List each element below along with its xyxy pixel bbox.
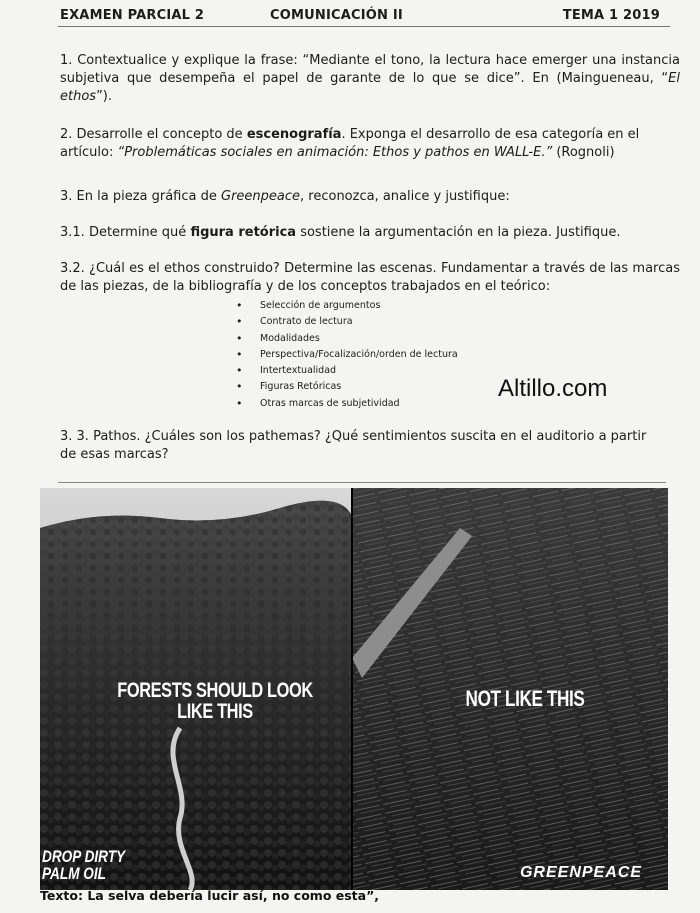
header-divider <box>58 26 670 27</box>
ad-caption: Texto: La selva debería lucir así, no como esta”, <box>40 888 380 903</box>
question-1-end: ”). <box>96 89 113 104</box>
ad-left-headline: FORESTS SHOULD LOOK LIKE THIS <box>117 679 313 723</box>
watermark: Altillo.com <box>498 375 608 402</box>
section-divider <box>58 482 666 483</box>
question-3 <box>60 188 680 206</box>
ad-slogan-line-1: DROP DIRTY <box>42 847 126 866</box>
question-3-3: 3. 3. Pathos. ¿Cuáles son los pathemas? ¿Qué sentimientos suscita en el auditorio a partir de esas marcas? <box>60 429 647 462</box>
course-name: COMUNICACIÓN II <box>270 8 403 23</box>
list-item: • Figuras Retóricas <box>236 379 458 395</box>
question-3-pre: 3. En la pieza gráfica de <box>60 189 221 204</box>
question-2-end: (Rognoli) <box>552 145 615 160</box>
exam-version-year: TEMA 1 2019 <box>562 8 660 23</box>
question-2-pre: 2. Desarrolle el concepto de <box>60 127 247 142</box>
ad-slogan <box>42 848 125 882</box>
greenpeace-ad-image <box>40 488 668 890</box>
question-2-article-title: “Problemáticas sociales en animación: Ethos y pathos en WALL-E.” <box>117 145 553 160</box>
question-2-keyword: escenografía <box>246 127 342 142</box>
question-3-2: 3.2. ¿Cuál es el ethos construido? Determine las escenas. Fundamentar a través de las marcas de las piezas, de la bibliografía y de los conceptos trabajados en el teórico: <box>60 261 680 294</box>
question-1-source-title: El ethos <box>60 71 680 104</box>
criteria-list <box>236 298 458 412</box>
list-item: • Selección de argumentos <box>236 298 458 314</box>
question-2 <box>60 126 680 162</box>
question-1 <box>60 52 680 106</box>
ad-right-headline: NOT LIKE THIS <box>465 686 585 711</box>
list-item: • Modalidades <box>236 331 458 347</box>
question-3-1-pre: 3.1. Determine qué <box>60 225 191 240</box>
ad-slogan-line-2: PALM OIL <box>42 864 106 883</box>
exam-title: EXAMEN PARCIAL 2 <box>60 8 205 23</box>
list-item: • Perspectiva/Focalización/orden de lectura <box>236 347 458 363</box>
question-2-mid: . Exponga el desarrollo de esa categoría en el artículo: <box>60 127 640 160</box>
question-3-1-end: sostiene la argumentación en la pieza. Justifique. <box>296 225 621 240</box>
question-3-1 <box>60 224 680 242</box>
list-item: • Contrato de lectura <box>236 314 458 330</box>
question-1-text: 1. Contextualice y explique la frase: “Mediante el tono, la lectura hace emerger una instancia subjetiva que desempeña el papel de garante de lo que se dice”. En (Maingueneau, “ <box>60 53 680 86</box>
question-3-1-keyword: figura retórica <box>190 225 297 240</box>
exam-header <box>60 6 660 28</box>
question-3-brand: Greenpeace <box>221 189 301 204</box>
list-item: • Intertextualidad <box>236 363 458 379</box>
list-item: • Otras marcas de subjetividad <box>236 396 458 412</box>
greenpeace-logo: GREENPEACE <box>519 864 642 881</box>
question-3-end: , reconozca, analice y justifique: <box>300 189 510 204</box>
